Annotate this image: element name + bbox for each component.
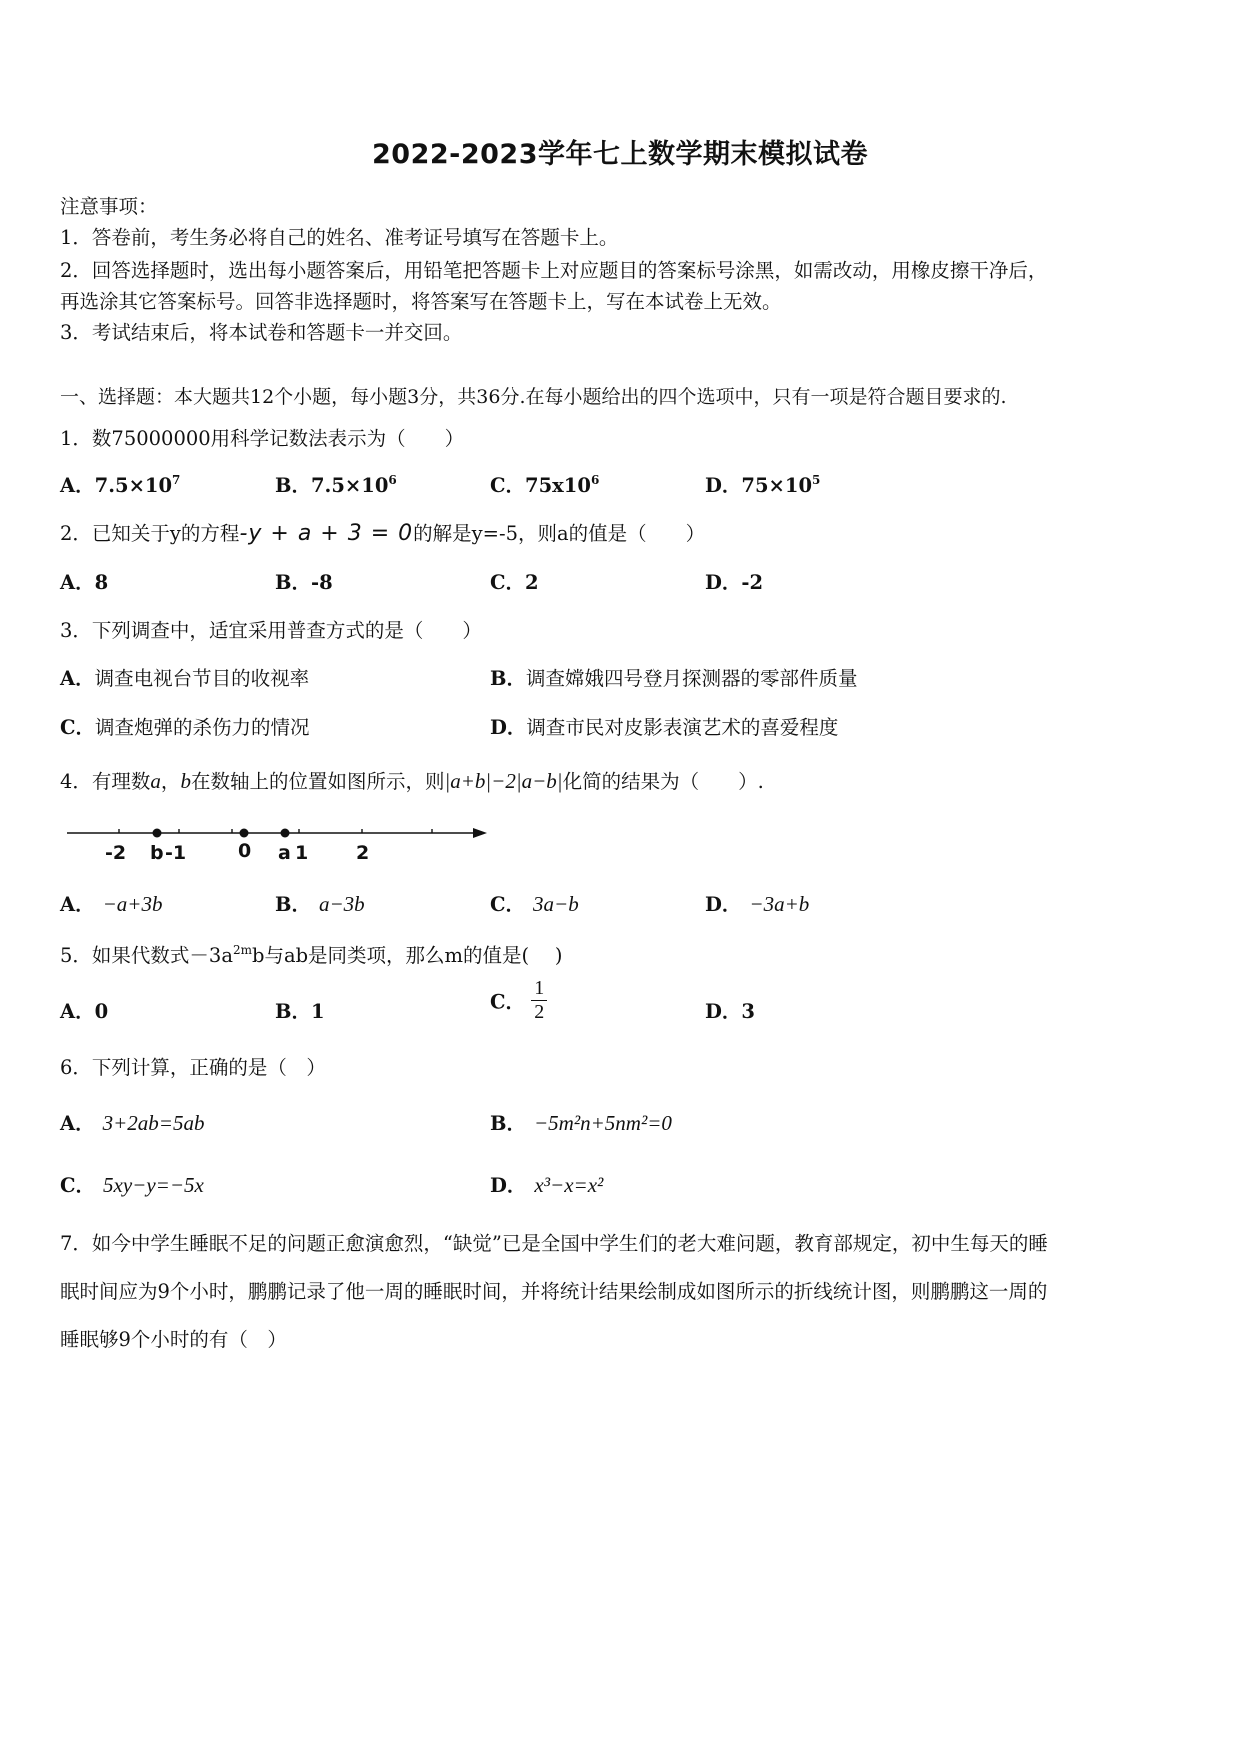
q5-option-a[interactable]: A．0 — [60, 1000, 109, 1023]
question-4-stem: 4．有理数a，b在数轴上的位置如图所示，则|a+b|−2|a−b|化简的结果为（ ）. — [60, 769, 764, 793]
question-2-stem: 2．已知关于y的方程-y + a + 3 = 0的解是y=-5，则a的值是（ ） — [60, 521, 706, 546]
q1-option-a[interactable]: A．$7.5\times 10^7$ — [60, 473, 181, 497]
section-heading: 一、选择题：本大题共12个小题，每小题3分，共36分.在每小题给出的四个选项中，只有一项是符合题目要求的. — [60, 386, 1007, 408]
notice-heading: 注意事项： — [60, 195, 158, 218]
q6-option-c[interactable]: C． 5xy−y=−5x — [60, 1173, 204, 1197]
q1-option-c[interactable]: C．$75x10^6$ — [490, 473, 600, 497]
page-title: 2022-2023学年七上数学期末模拟试卷 — [372, 139, 868, 170]
tick-label-minus-2: -2 — [105, 842, 127, 864]
absolute-value-expression: |a+b|−2|a−b| — [444, 769, 563, 793]
tick-label-2: 2 — [356, 842, 370, 864]
point-b — [153, 829, 162, 838]
equation: -y + a + 3 = 0 — [239, 521, 414, 546]
q5-option-d[interactable]: D．3 — [705, 1000, 755, 1023]
q4-option-a[interactable]: A． −a+3b — [60, 892, 163, 916]
q2-option-d[interactable]: D．-2 — [705, 571, 764, 594]
question-7-line-3: 睡眠够9个小时的有（ ） — [60, 1328, 287, 1351]
q1-option-b[interactable]: B．$7.5\times 10^6$ — [275, 473, 397, 497]
q2-option-a[interactable]: A．8 — [60, 571, 109, 594]
q5-option-b[interactable]: B．1 — [275, 1000, 325, 1023]
q4-option-d[interactable]: D． −3a+b — [705, 892, 810, 916]
question-1-stem: 1．数75000000用科学记数法表示为（ ） — [60, 427, 465, 450]
tick-label-b: b — [150, 842, 164, 864]
q4-option-b[interactable]: B． a−3b — [275, 892, 365, 916]
q3-option-c[interactable]: C．调查炮弹的杀伤力的情况 — [60, 716, 310, 739]
number-line — [62, 815, 492, 867]
q2-option-b[interactable]: B．-8 — [275, 571, 333, 594]
q6-option-b[interactable]: B． −5m²n+5nm²=0 — [490, 1111, 672, 1135]
q3-option-d[interactable]: D．调查市民对皮影表演艺术的喜爱程度 — [490, 716, 839, 739]
q2-option-c[interactable]: C．2 — [490, 571, 539, 594]
q6-option-a[interactable]: A． 3+2ab=5ab — [60, 1111, 205, 1135]
point-zero — [240, 829, 249, 838]
number-line-arrow — [473, 828, 487, 838]
notice-item-1: 1．答卷前，考生务必将自己的姓名、准考证号填写在答题卡上。 — [60, 226, 619, 249]
question-5-stem: 5．如果代数式$-3a^{2m}b$与ab是同类项，那么m的值是( ) — [60, 943, 563, 967]
notice-item-2-cont: 再选涂其它答案标号。回答非选择题时，将答案写在答题卡上，写在本试卷上无效。 — [60, 290, 782, 313]
q3-option-a[interactable]: A．调查电视台节目的收视率 — [60, 667, 310, 690]
question-3-stem: 3．下列调查中，适宜采用普查方式的是（ ） — [60, 619, 482, 642]
question-7-line-2: 眠时间应为9个小时，鹏鹏记录了他一周的睡眠时间，并将统计结果绘制成如图所示的折线统计图，则鹏鹏这一周的 — [60, 1280, 1048, 1303]
point-a — [281, 829, 290, 838]
tick-label-1: 1 — [295, 842, 309, 864]
question-7-line-1: 7．如今中学生睡眠不足的问题正愈演愈烈，“缺觉”已是全国中学生们的老大难问题，教育部规定，初中生每天的睡 — [60, 1232, 1048, 1255]
q6-option-d[interactable]: D． x³−x=x² — [490, 1173, 604, 1197]
tick-label-0: 0 — [238, 840, 252, 862]
notice-item-3: 3．考试结束后，将本试卷和答题卡一并交回。 — [60, 321, 463, 344]
notice-item-2: 2．回答选择题时，选出每小题答案后，用铅笔把答题卡上对应题目的答案标号涂黑，如需改动，用橡皮擦干净后， — [60, 259, 1048, 282]
tick-label-minus-1: -1 — [165, 842, 187, 864]
q1-option-d[interactable]: D．$75\times 10^5$ — [705, 473, 821, 497]
q3-option-b[interactable]: B．调查嫦娥四号登月探测器的零部件质量 — [490, 667, 858, 690]
q5-option-c[interactable]: C． $\frac{1}{2}$ — [490, 977, 547, 1024]
fraction-one-half: $\frac{1}{2}$ — [531, 977, 547, 1024]
question-6-stem: 6．下列计算，正确的是（ ） — [60, 1056, 326, 1079]
tick-label-a: a — [278, 842, 291, 864]
q4-option-c[interactable]: C． 3a−b — [490, 892, 579, 916]
